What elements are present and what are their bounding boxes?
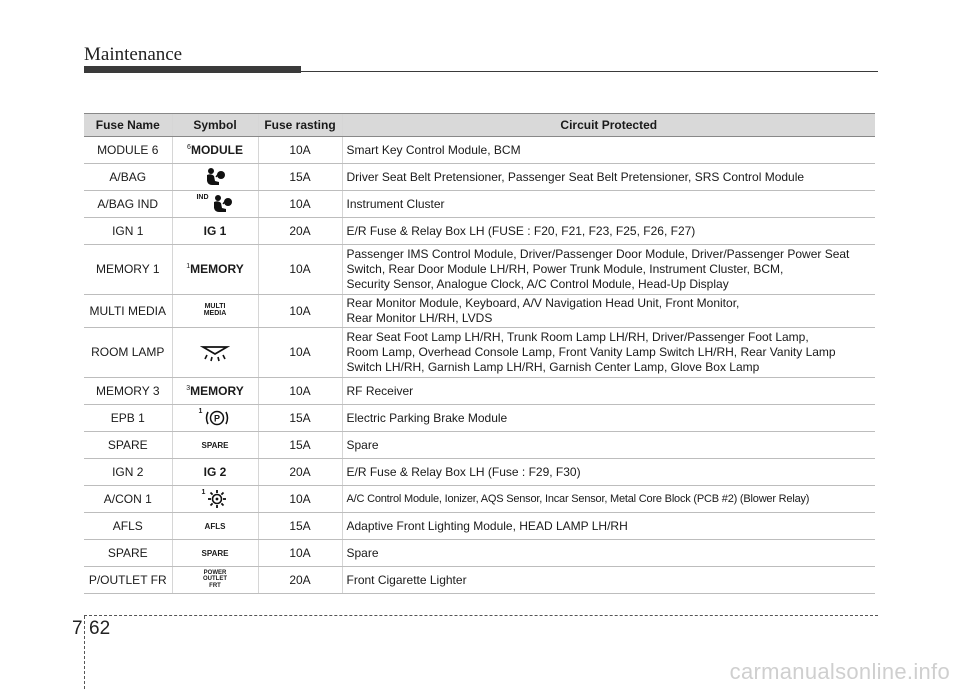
symbol-text: MODULE	[190, 142, 243, 157]
fuse-symbol	[172, 137, 258, 164]
circuit-line: Passenger IMS Control Module, Driver/Passenger Door Module, Driver/Passenger Power Seat	[346, 247, 850, 261]
footer-divider	[84, 616, 85, 689]
symbol-line: OUTLET	[203, 576, 227, 582]
table-row	[84, 191, 875, 218]
fuse-rating: 20A	[258, 218, 342, 245]
fuse-symbol	[172, 405, 258, 432]
table-row	[84, 328, 875, 378]
symbol-superscript: IND	[196, 194, 209, 202]
fuse-rating: 10A	[258, 295, 342, 328]
fuse-symbol	[172, 567, 258, 594]
table-row	[84, 567, 875, 594]
fuse-name: AFLS	[84, 513, 172, 540]
fuse-symbol	[172, 191, 258, 218]
fuse-rating: 20A	[258, 459, 342, 486]
table-row	[84, 218, 875, 245]
fuse-name: P/OUTLET FR	[84, 567, 172, 594]
fuse-rating: 15A	[258, 432, 342, 459]
fuse-symbol	[172, 328, 258, 378]
symbol-superscript: 1	[201, 489, 206, 497]
fuse-rating: 10A	[258, 328, 342, 378]
fuse-name: EPB 1	[84, 405, 172, 432]
circuit-protected	[342, 245, 875, 295]
circuit-line: Security Sensor, Analogue Clock, A/C Control Module, Head-Up Display	[346, 277, 729, 291]
circuit-protected: Adaptive Front Lighting Module, HEAD LAMP LH/RH	[342, 513, 875, 540]
fuse-name: IGN 2	[84, 459, 172, 486]
fuse-rating: 10A	[258, 378, 342, 405]
fuse-name: A/CON 1	[84, 486, 172, 513]
symbol-text: IG 1	[203, 223, 227, 238]
fuse-name: MEMORY 3	[84, 378, 172, 405]
fuse-rating: 10A	[258, 486, 342, 513]
footer-rule	[84, 615, 878, 616]
fuse-table	[84, 113, 875, 594]
symbol-line: POWER	[203, 569, 227, 576]
fuse-rating: 10A	[258, 540, 342, 567]
fuse-name: SPARE	[84, 540, 172, 567]
symbol-superscript: 3	[186, 384, 191, 392]
symbol-superscript: 6	[187, 143, 191, 151]
fuse-name: IGN 1	[84, 218, 172, 245]
svg-text:P: P	[214, 413, 221, 424]
circuit-protected: A/C Control Module, Ionizer, AQS Sensor, Incar Sensor, Metal Core Block (PCB #2) (Blower Relay)	[342, 486, 875, 513]
circuit-protected: Instrument Cluster	[342, 191, 875, 218]
circuit-protected: Spare	[342, 432, 875, 459]
circuit-protected: E/R Fuse & Relay Box LH (FUSE : F20, F21, F23, F25, F26, F27)	[342, 218, 875, 245]
circuit-protected: Electric Parking Brake Module	[342, 405, 875, 432]
circuit-protected	[342, 328, 875, 378]
circuit-protected: E/R Fuse & Relay Box LH (Fuse : F29, F30)	[342, 459, 875, 486]
fuse-symbol	[172, 218, 258, 245]
fuse-symbol	[172, 432, 258, 459]
circuit-protected: RF Receiver	[342, 378, 875, 405]
watermark: carmanualsonline.info	[729, 659, 950, 684]
symbol-text: SPARE	[201, 441, 229, 450]
fuse-rating: 15A	[258, 164, 342, 191]
fuse-name: MODULE 6	[84, 137, 172, 164]
fuse-name: ROOM LAMP	[84, 328, 172, 378]
room-lamp-icon	[200, 343, 230, 363]
circuit-protected: Spare	[342, 540, 875, 567]
symbol-superscript: 1	[198, 408, 203, 416]
table-row	[84, 486, 875, 513]
fuse-name: A/BAG	[84, 164, 172, 191]
page-number: 62	[89, 618, 111, 639]
symbol-text: SPARE	[201, 549, 229, 558]
symbol-line: FRT	[209, 582, 221, 589]
circuit-protected: Front Cigarette Lighter	[342, 567, 875, 594]
symbol-text: IG 2	[203, 464, 227, 479]
header-fuse-rating: Fuse rasting	[258, 114, 342, 137]
symbol-text	[204, 303, 227, 317]
table-row	[84, 378, 875, 405]
symbol-superscript: 1	[186, 263, 191, 270]
circuit-line: Switch LH/RH, Garnish Lamp LH/RH, Garnish Center Lamp, Glove Box Lamp	[346, 360, 760, 374]
parking-brake-icon	[203, 408, 231, 428]
blower-icon	[206, 489, 228, 509]
header-rule	[301, 71, 878, 72]
circuit-line: Room Lamp, Overhead Console Lamp, Front Vanity Lamp Switch LH/RH, Rear Vanity Lamp	[346, 345, 836, 359]
symbol-text: MEMORY	[190, 262, 244, 276]
table-row	[84, 295, 875, 328]
fuse-rating: 10A	[258, 245, 342, 295]
table-row	[84, 405, 875, 432]
circuit-protected: Driver Seat Belt Pretensioner, Passenger Seat Belt Pretensioner, SRS Control Module	[342, 164, 875, 191]
header-symbol: Symbol	[172, 114, 258, 137]
table-row	[84, 513, 875, 540]
table-row	[84, 245, 875, 295]
fuse-name: A/BAG IND	[84, 191, 172, 218]
fuse-symbol	[172, 513, 258, 540]
fuse-rating: 10A	[258, 137, 342, 164]
circuit-line: Rear Monitor Module, Keyboard, A/V Navigation Head Unit, Front Monitor,	[346, 296, 740, 310]
fuse-name: SPARE	[84, 432, 172, 459]
symbol-text	[203, 570, 227, 590]
fuse-symbol	[172, 540, 258, 567]
fuse-symbol	[172, 245, 258, 295]
fuse-rating: 20A	[258, 567, 342, 594]
page-title: Maintenance	[84, 44, 183, 65]
airbag-icon	[203, 167, 227, 187]
fuse-symbol	[172, 459, 258, 486]
header-fuse-name: Fuse Name	[84, 114, 172, 137]
table-row	[84, 540, 875, 567]
fuse-name: MULTI MEDIA	[84, 295, 172, 328]
symbol-line: MULTI	[204, 303, 226, 310]
header-circuit-protected: Circuit Protected	[342, 114, 875, 137]
circuit-protected	[342, 295, 875, 328]
symbol-text: MEMORY	[190, 383, 244, 398]
circuit-line: Rear Seat Foot Lamp LH/RH, Trunk Room Lamp LH/RH, Driver/Passenger Foot Lamp,	[346, 330, 809, 344]
airbag-indicator-icon	[210, 194, 234, 214]
table-row	[84, 432, 875, 459]
symbol-line: MEDIA	[203, 310, 227, 317]
circuit-line: Rear Monitor LH/RH, LVDS	[346, 311, 493, 325]
chapter-number: 7	[72, 618, 83, 639]
symbol-text: AFLS	[204, 522, 226, 531]
table-header-row	[84, 114, 875, 137]
fuse-rating: 15A	[258, 405, 342, 432]
table-row	[84, 164, 875, 191]
fuse-rating: 10A	[258, 191, 342, 218]
fuse-symbol	[172, 378, 258, 405]
circuit-line: Switch, Rear Door Module LH/RH, Power Trunk Module, Instrument Cluster, BCM,	[346, 262, 784, 276]
fuse-symbol	[172, 164, 258, 191]
fuse-symbol	[172, 486, 258, 513]
fuse-rating: 15A	[258, 513, 342, 540]
fuse-name: MEMORY 1	[84, 245, 172, 295]
fuse-symbol	[172, 295, 258, 328]
table-row	[84, 459, 875, 486]
circuit-protected: Smart Key Control Module, BCM	[342, 137, 875, 164]
table-row	[84, 137, 875, 164]
header-bar	[84, 66, 301, 73]
